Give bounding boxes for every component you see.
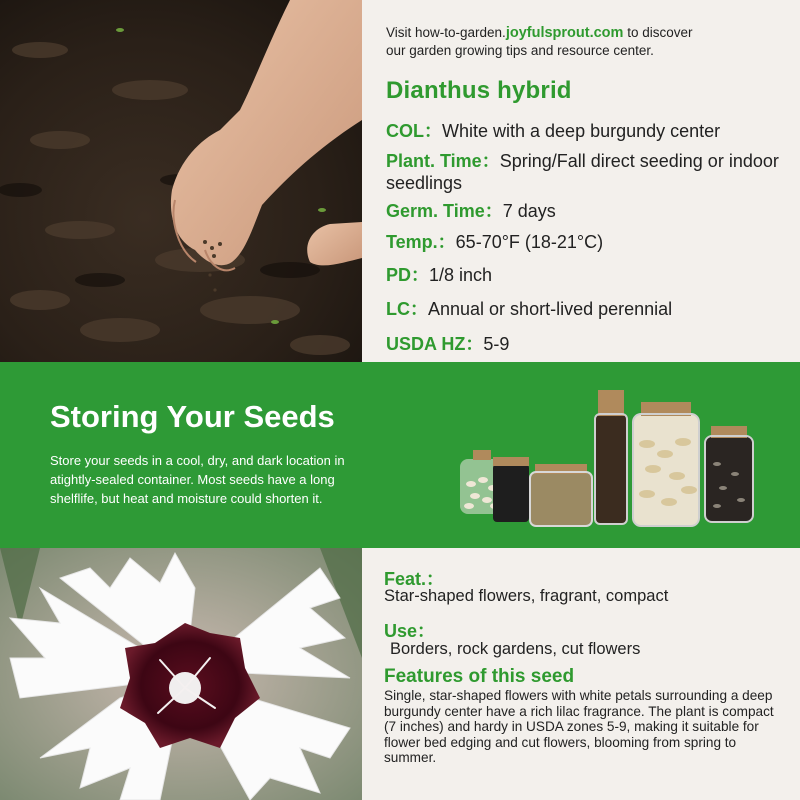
features-title: Features of this seed xyxy=(384,666,575,687)
visit-prefix: Visit how-to-garden. xyxy=(386,25,506,40)
spec-color xyxy=(386,120,786,142)
storing-band xyxy=(0,362,800,548)
spec-value: Annual or short-lived perennial xyxy=(428,299,673,319)
spec-key: PD： xyxy=(386,265,430,285)
dianthus-flower-photo xyxy=(0,548,362,800)
spec-value: 7 days xyxy=(502,201,556,221)
spec-value: 5-9 xyxy=(483,334,510,354)
plant-title: Dianthus hybrid xyxy=(386,77,572,104)
spec-value: 1/8 inch xyxy=(429,265,493,285)
storing-title: Storing Your Seeds xyxy=(50,399,335,434)
spec-usda-zone xyxy=(386,333,786,355)
spec-plant-time xyxy=(386,150,786,194)
spec-temperature xyxy=(386,231,786,253)
spec-value: Spring/Fall direct seeding or indoor seedlings xyxy=(386,151,779,193)
visit-notice xyxy=(386,24,796,59)
spec-life-cycle xyxy=(386,298,786,320)
spec-key: LC： xyxy=(386,299,428,319)
soil-hand-photo xyxy=(0,0,362,362)
use-value: Borders, rock gardens, cut flowers xyxy=(390,640,641,658)
spec-germ-time xyxy=(386,200,786,222)
features-body: Single, star-shaped flowers with white petals surrounding a deep burgundy center have a rich lilac fragrance. The plant is compact (7 inches) and hardy in USDA zones 5-9, making it suitable for flower bed edging and cut flowers, blooming from spring to summer. xyxy=(384,688,774,765)
spec-key: Temp.： xyxy=(386,232,456,252)
feat-label: Feat.： xyxy=(384,569,445,589)
visit-line-2: our garden growing tips and resource center. xyxy=(386,43,654,58)
spec-value: 65-70°F (18-21°C) xyxy=(455,232,604,252)
spec-key: USDA HZ： xyxy=(386,334,484,354)
spec-key: Plant. Time： xyxy=(386,151,500,171)
spec-key: COL： xyxy=(386,121,442,141)
spec-planting-depth xyxy=(386,264,786,286)
feat-value: Star-shaped flowers, fragrant, compact xyxy=(384,587,669,605)
brand-link[interactable]: joyfulsprout.com xyxy=(505,25,624,41)
bottom-section xyxy=(0,548,800,800)
storing-text: Store your seeds in a cool, dry, and dark location in atightly-sealed container. Most seeds have a long shelflife, but heat and moisture could shorten it. xyxy=(50,453,345,506)
seed-jars-illustration xyxy=(455,384,765,530)
top-section xyxy=(0,0,800,362)
spec-value: White with a deep burgundy center xyxy=(442,121,721,141)
spec-key: Germ. Time： xyxy=(386,201,503,221)
use-label: Use： xyxy=(384,621,436,641)
visit-suffix: to discover xyxy=(623,25,693,40)
